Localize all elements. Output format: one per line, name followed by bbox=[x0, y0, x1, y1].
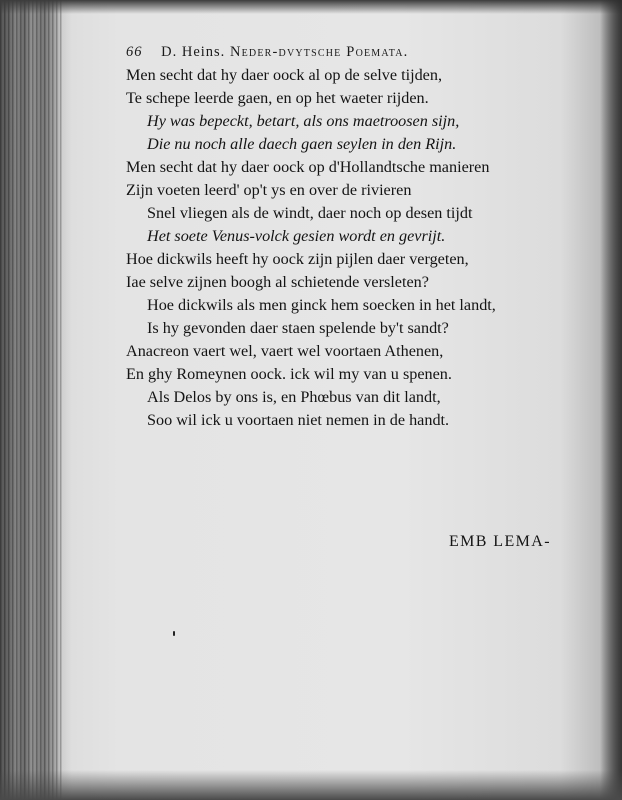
poem-line: En ghy Romeynen oock. ick wil my van u spenen. bbox=[126, 365, 452, 383]
poem-line: Men secht dat hy daer oock op d'Hollandtsche manieren bbox=[126, 158, 490, 176]
poem-line: Hy was bepeckt, betart, als ons maetroosen sijn, bbox=[147, 112, 460, 130]
catchword: EMB LEMA- bbox=[449, 533, 551, 550]
poem-line: Anacreon vaert wel, vaert wel voortaen Athenen, bbox=[126, 342, 444, 360]
poem-line: Hoe dickwils heeft hy oock zijn pijlen daer vergeten, bbox=[126, 250, 469, 268]
poem-line: Die nu noch alle daech gaen seylen in den Rijn. bbox=[147, 135, 457, 153]
poem-line: Als Delos by ons is, en Phœbus van dit landt, bbox=[147, 388, 441, 406]
author-name: D. Heins. bbox=[161, 44, 226, 60]
page-stack-edges bbox=[0, 0, 62, 800]
ink-speck bbox=[173, 631, 175, 636]
top-shadow bbox=[0, 0, 622, 14]
poem-line: Iae selve zijnen boogh al schietende versleten? bbox=[126, 273, 429, 291]
poem-line: Hoe dickwils als men ginck hem soecken in het landt, bbox=[147, 296, 496, 314]
poem-line: Men secht dat hy daer oock al op de selve tijden, bbox=[126, 66, 443, 84]
book-title: Neder-dvytsche Poemata. bbox=[229, 44, 409, 60]
poem-line: Is hy gevonden daer staen spelende by't sandt? bbox=[147, 319, 449, 337]
bottom-shadow bbox=[0, 770, 622, 800]
poem-line: Snel vliegen als de windt, daer noch op desen tijdt bbox=[147, 204, 473, 222]
poem-line: Het soete Venus-volck gesien wordt en gevrijt. bbox=[147, 227, 446, 245]
running-head bbox=[126, 44, 408, 61]
right-edge-shadow bbox=[600, 0, 622, 800]
poem-line: Te schepe leerde gaen, en op het waeter rijden. bbox=[126, 89, 429, 107]
page-number: 66 bbox=[126, 44, 143, 60]
poem-line: Soo wil ick u voortaen niet nemen in de handt. bbox=[147, 411, 450, 429]
poem-line: Zijn voeten leerd' op't ys en over de rivieren bbox=[126, 181, 412, 199]
